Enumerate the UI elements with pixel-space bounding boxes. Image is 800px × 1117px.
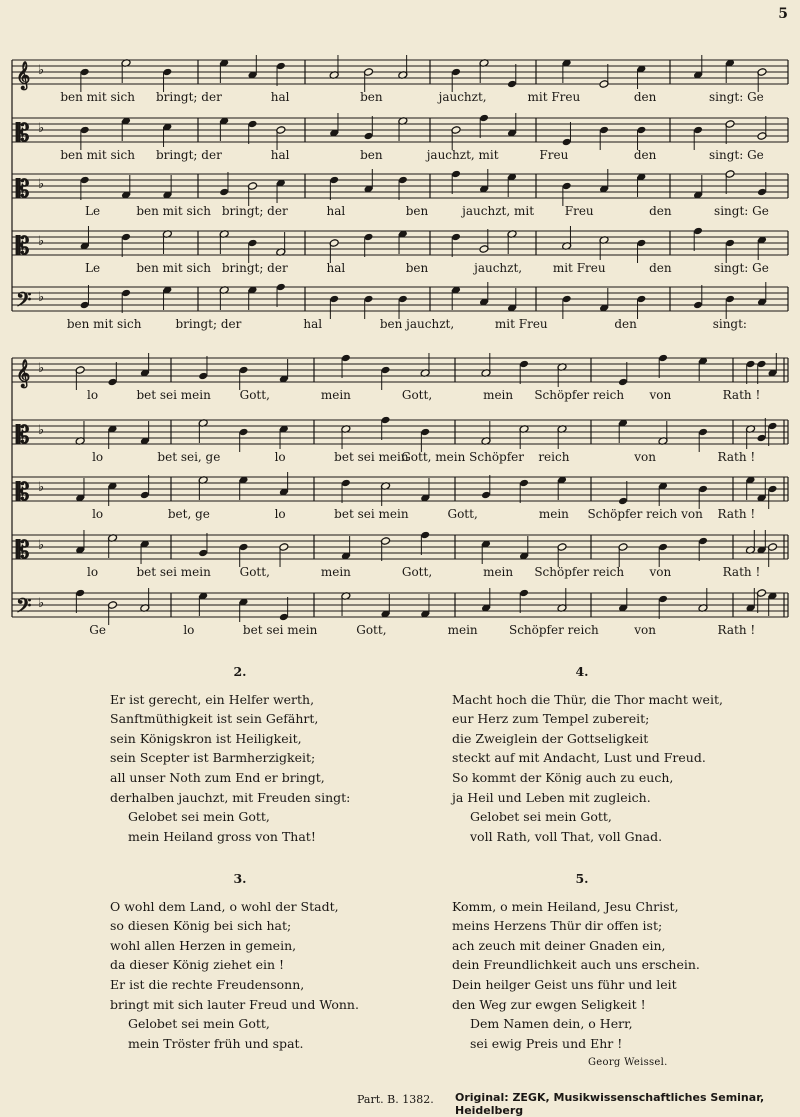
lyric-syllable: hal [270,148,290,162]
verse-line: derhalben jauchzt, mit Freuden singt: [110,789,351,805]
verse-line: mein Heiland gross von That! [128,828,316,844]
lyric-syllable: mein [538,507,569,521]
lyric-syllable: bet sei mein [334,507,409,521]
lyric-syllable: ben mit sich [136,204,211,218]
lyric-syllable: mein [320,388,351,402]
clef-icon: 𝄡 [16,535,30,564]
verse-line: Dem Namen dein, o Herr, [470,1016,633,1032]
lyric-syllable: lo [274,507,286,521]
verse-line: Dein heilger Geist uns führ und leit [452,976,677,992]
lyric-syllable: ben [405,204,429,218]
lyric-syllable: ben mit sich [66,317,142,331]
lyric-syllable: hal [270,90,290,104]
verse-line: wohl allen Herzen in gemein, [110,937,297,953]
lyric-syllable: ben mit sich [60,148,135,162]
clef-icon: 𝄡 [16,174,30,203]
lyric-syllable: mein [483,565,514,579]
verse-line: steckt auf mit Andacht, Lust und Freud. [452,750,706,766]
lyric-syllable: Schöpfer reich [534,565,625,579]
lyric-syllable: Gott, [239,388,270,402]
key-flat-icon: ♭ [38,177,45,192]
verse-number: 4. [575,664,589,679]
lyric-syllable: Gott, mein Schöpfer [401,450,525,464]
lyric-syllable: Rath ! [717,507,756,521]
key-flat-icon: ♭ [38,480,45,495]
lyric-syllable: Gott, [401,388,433,402]
verse-number: 3. [233,871,247,886]
lyric-syllable: reich [538,450,570,464]
lyric-syllable: Le [85,261,101,275]
lyric-syllable: mein [483,388,514,402]
lyric-syllable: Schöpfer reich von [587,507,703,521]
lyric-syllable: mit Freu [494,317,548,331]
key-flat-icon: ♭ [38,361,45,376]
lyric-syllable: mit Freu [552,261,606,275]
verse-2 [110,662,410,846]
verse-number: 2. [233,664,247,679]
clef-icon: 𝄡 [16,231,30,260]
verse-line: Sanftmüthigkeit ist sein Gefährt, [110,711,319,727]
lyric-syllable: bringt; der [155,90,222,104]
lyric-syllable: von [649,565,672,579]
lyric-syllable: bet sei mein [136,565,211,579]
lyric-syllable: lo [274,450,286,464]
lyric-syllable: Schöpfer reich [508,623,599,637]
lyric-syllable: mein [320,565,351,579]
verse-4 [452,662,752,846]
lyric-syllable: singt: Ge [708,148,764,162]
key-flat-icon: ♭ [38,234,45,249]
page-number: 5 [778,6,788,22]
lyric-syllable: den [633,90,657,104]
verse-line: Macht hoch die Thür, die Thor macht weit, [452,691,723,707]
verse-5 [452,869,752,1053]
key-flat-icon: ♭ [38,538,45,553]
lyric-syllable: singt: Ge [714,261,769,275]
lyric-syllable: den [614,317,637,331]
lyric-syllable: bet sei mein [242,623,318,637]
lyric-syllable: Schöpfer reich [534,388,625,402]
lyric-syllable: bet sei mein [334,450,409,464]
clef-icon: 𝄞 [16,60,31,89]
lyric-syllable: bringt; der [221,261,288,275]
lyric-syllable: Rath ! [722,388,761,402]
lyric-syllable: Freu [564,204,594,218]
lyric-syllable: Gott, [447,507,478,521]
lyric-syllable: bet sei mein [136,388,211,402]
clef-icon: 𝄡 [16,477,30,506]
verse-line: sein Königskron ist Heiligkeit, [110,730,302,746]
lyric-syllable: mit Freu [527,90,581,104]
verse-line: da dieser König ziehet ein ! [110,957,285,973]
verse-line: ja Heil und Leben mit zugleich. [452,789,651,805]
lyric-syllable: Ge [89,623,106,637]
lyric-syllable: Rath ! [717,450,756,464]
lyric-syllable: hal [326,261,346,275]
lyric-syllable: ben [360,90,383,104]
lyric-syllable: Le [85,204,101,218]
lyric-syllable: Gott, [239,565,270,579]
verse-line: Er ist gerecht, ein Helfer werth, [110,691,315,707]
verse-number: 5. [575,871,589,886]
verse-3 [110,869,410,1053]
verse-line: meins Herzens Thür dir offen ist; [452,918,663,934]
verse-line: voll Rath, voll That, voll Gnad. [470,828,663,844]
verse-line: all unser Noth zum End er bringt, [110,769,325,785]
verse-line: die Zweiglein der Gottseligkeit [452,730,649,746]
lyric-syllable: lo [92,507,104,521]
lyric-syllable: ben [405,261,429,275]
clef-icon: 𝄢 [16,287,32,316]
clef-icon: 𝄡 [16,118,30,147]
verse-line: ach zeuch mit deiner Gnaden ein, [452,937,666,953]
lyric-syllable: ben mit sich [60,90,135,104]
lyric-syllable: Gott, [401,565,433,579]
verse-line: sein Scepter ist Barmherzigkeit; [110,750,316,766]
verse-line: bringt mit sich lauter Freud und Wonn. [110,996,359,1012]
lyric-syllable: den [649,261,672,275]
lyric-syllable: jauchzt, [474,261,523,275]
verse-line: Er ist die rechte Freudensonn, [110,976,305,992]
lyric-syllable: ben mit sich [136,261,211,275]
verse-line: mein Tröster früh und spat. [128,1035,304,1051]
verse-line: eur Herz zum Tempel zubereit; [452,711,650,727]
lyric-syllable: hal [303,317,323,331]
lyric-syllable: Rath ! [717,623,756,637]
lyric-syllable: bet, ge [167,507,210,521]
verse-line: Gelobet sei mein Gott, [128,809,270,825]
verse-line: So kommt der König auch zu euch, [452,769,674,785]
verse-line: O wohl dem Land, o wohl der Stadt, [110,898,339,914]
clef-icon: 𝄢 [16,593,32,622]
lyric-syllable: lo [183,623,195,637]
lyric-syllable: den [649,204,672,218]
verse-line: Komm, o mein Heiland, Jesu Christ, [452,898,679,914]
lyric-syllable: singt: Ge [714,204,769,218]
lyric-syllable: von [634,450,656,464]
lyric-syllable: jauchzt, mit [462,204,535,218]
verse-line: so diesen König bei sich hat; [110,918,292,934]
clef-icon: 𝄡 [16,420,30,449]
lyric-syllable: Gott, [356,623,387,637]
key-flat-icon: ♭ [38,423,45,438]
lyric-syllable: jauchzt, [438,90,487,104]
key-flat-icon: ♭ [38,290,45,305]
key-flat-icon: ♭ [38,63,45,78]
lyric-syllable: bringt; der [155,148,222,162]
lyric-syllable: singt: Ge [708,90,764,104]
key-flat-icon: ♭ [38,596,45,611]
source-credit: Original: ZEGK, Musikwissenschaftliches Seminar, Heidelberg [455,1091,765,1117]
lyric-syllable: singt: [712,317,747,331]
lyric-syllable: von [649,388,672,402]
lyric-syllable: Rath ! [722,565,761,579]
lyric-syllable: lo [87,565,99,579]
lyric-syllable: ben jauchzt, [379,317,455,331]
lyric-syllable: ben [360,148,383,162]
verse-line: Gelobet sei mein Gott, [470,809,612,825]
lyric-syllable: lo [92,450,104,464]
verse-line: Gelobet sei mein Gott, [128,1016,270,1032]
lyric-syllable: hal [326,204,346,218]
verse-line: den Weg zur ewgen Seligkeit ! [452,996,646,1012]
author-credit: Georg Weissel. [588,1057,668,1068]
lyric-syllable: lo [87,388,99,402]
key-flat-icon: ♭ [38,121,45,136]
clef-icon: 𝄞 [16,358,31,387]
lyric-syllable: den [633,148,657,162]
lyric-syllable: bringt; der [175,317,242,331]
verse-line: dein Freundlichkeit auch uns erschein. [452,957,700,973]
lyric-syllable: von [634,623,656,637]
plate-number: Part. B. 1382. [357,1093,434,1106]
lyric-syllable: Freu [539,148,569,162]
lyric-syllable: jauchzt, mit [426,148,499,162]
verse-line: sei ewig Preis und Ehr ! [470,1035,623,1051]
lyric-syllable: bringt; der [221,204,288,218]
lyric-syllable: bet sei, ge [157,450,221,464]
lyric-syllable: mein [447,623,478,637]
